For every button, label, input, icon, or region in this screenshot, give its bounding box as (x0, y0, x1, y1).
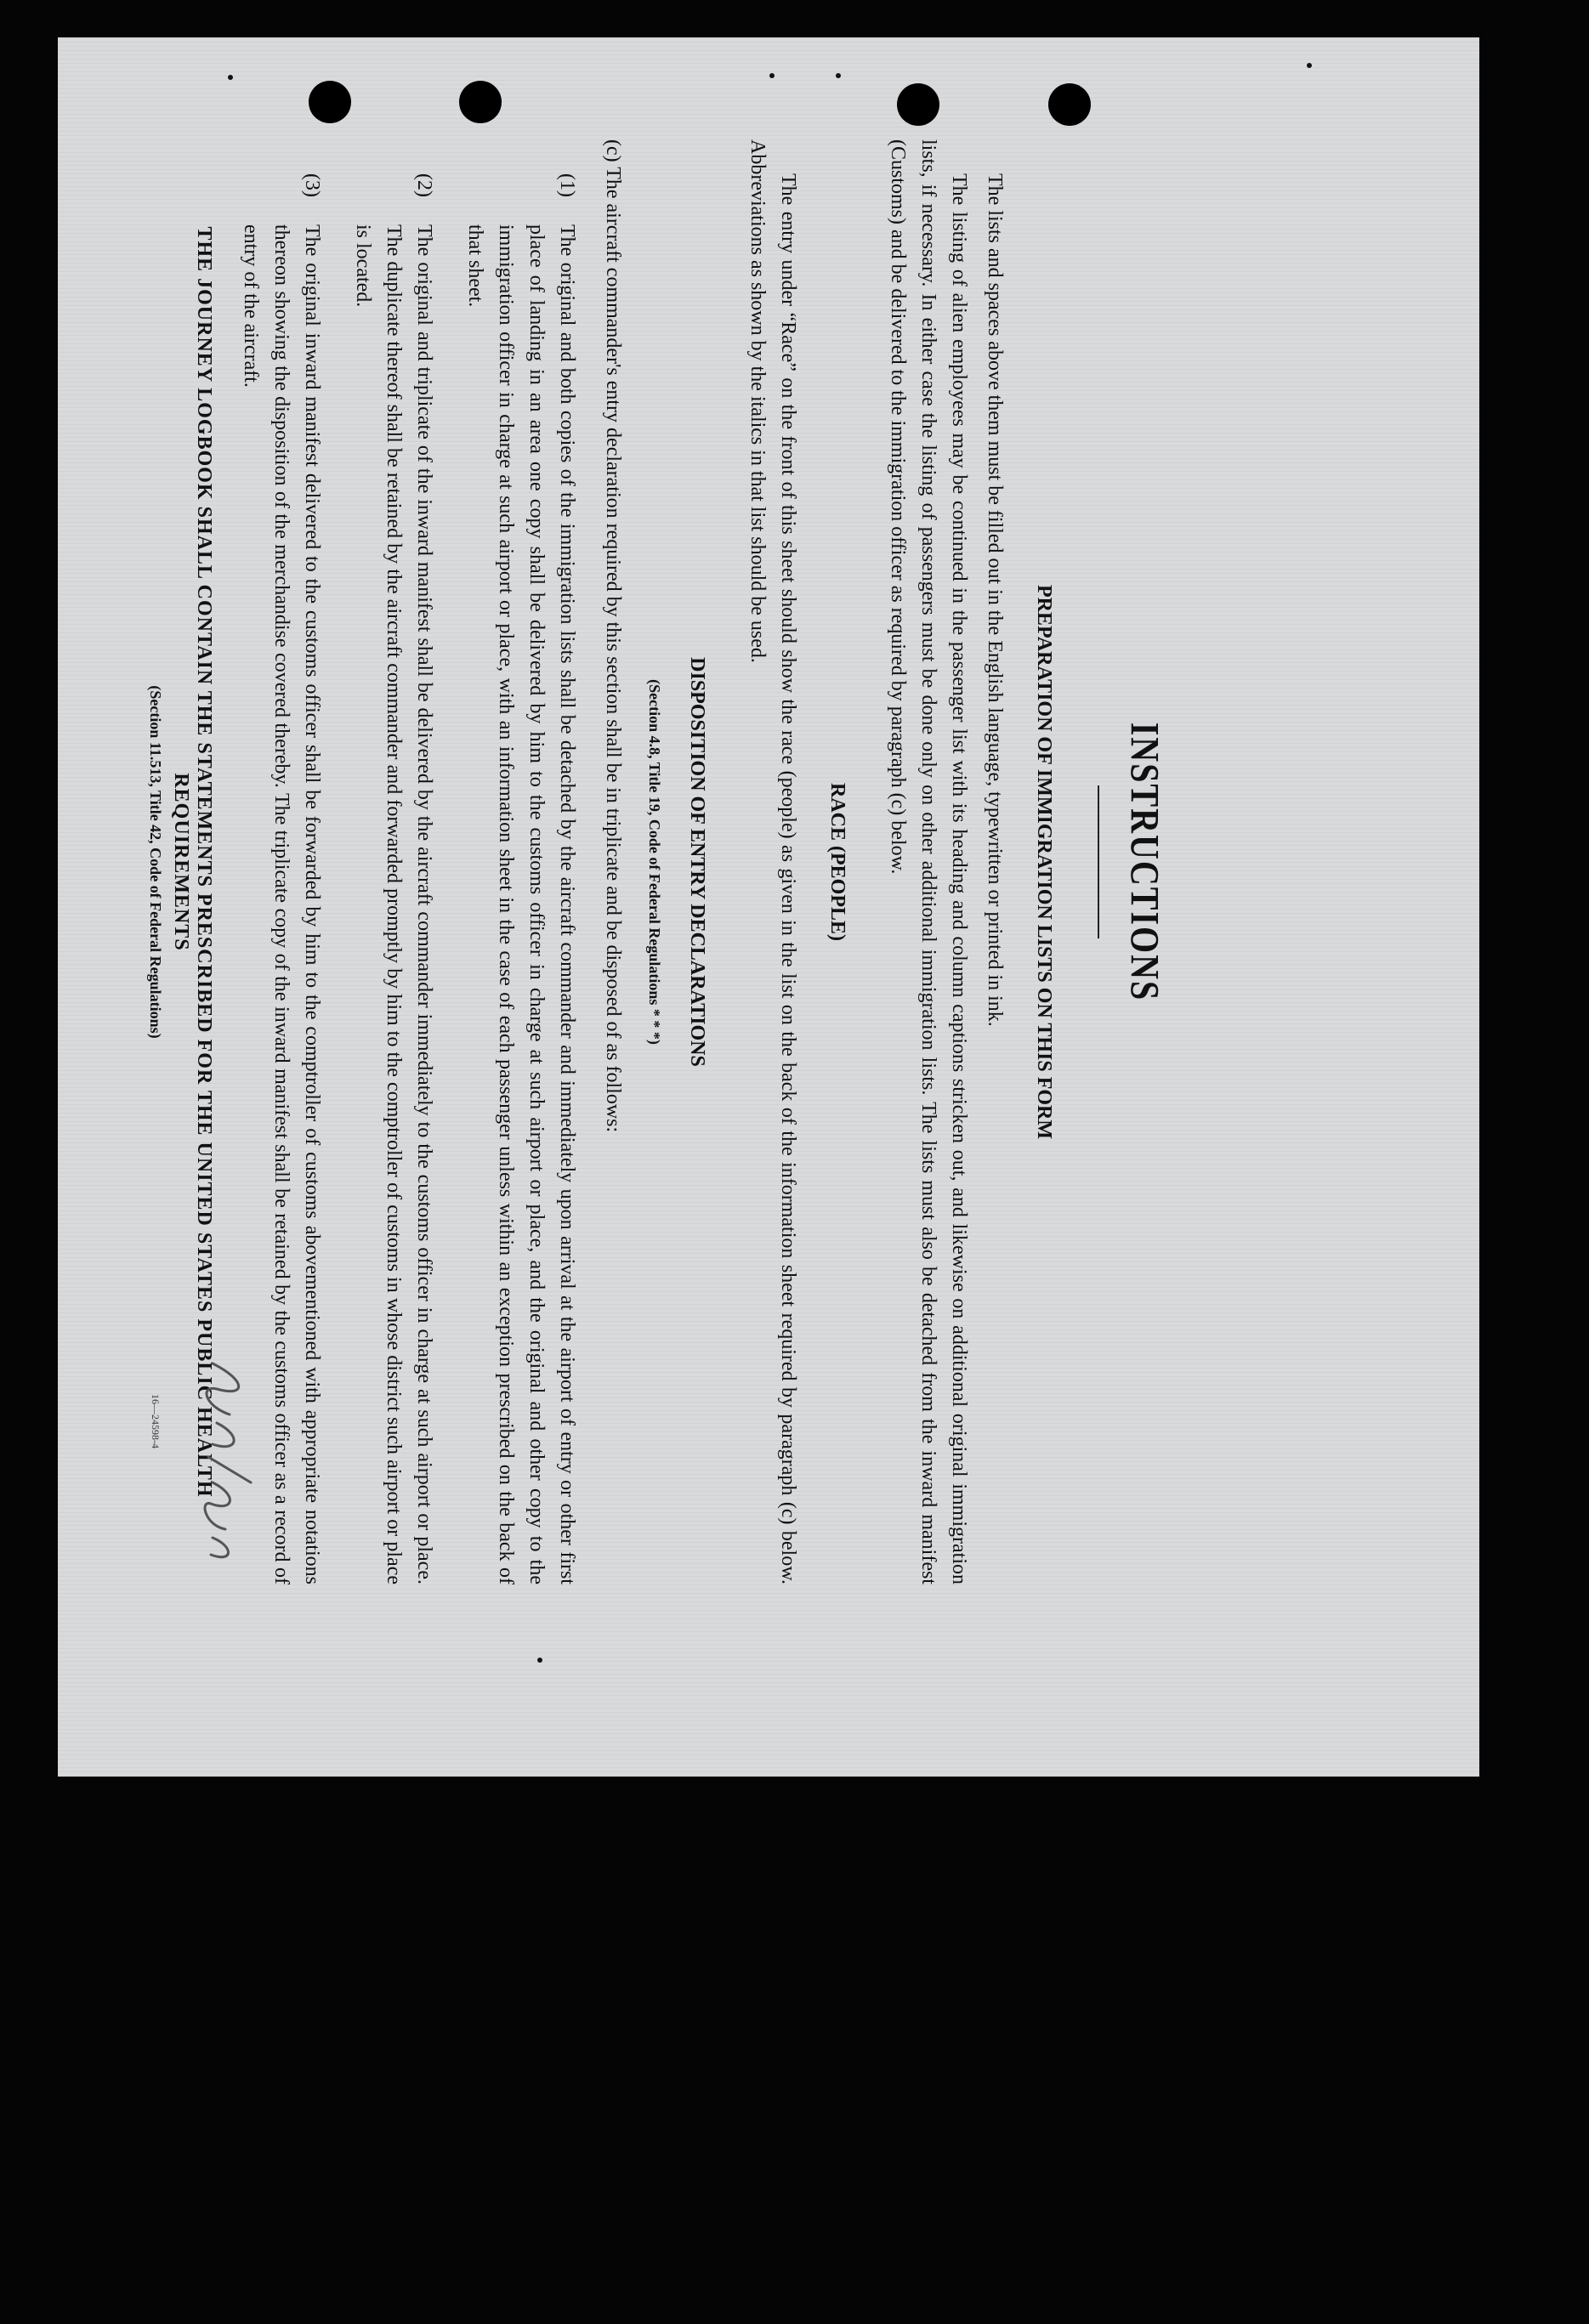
section-heading-disposition: DISPOSITION OF ENTRY DECLARATIONS (686, 657, 708, 1067)
list-item-number: (1) (556, 173, 578, 197)
torn-edge (1505, 978, 1589, 1573)
section-heading-race: RACE (PEOPLE) (826, 783, 848, 941)
title-rule (1098, 785, 1099, 938)
handwritten-note (187, 1355, 264, 1576)
list-item-text: The original inward manifest delivered to the customs officer shall be forwarded by him to the comptroller of customs abovementioned with appropriate notations thereon showing the disposition of the merchandise covered thereby. The triplicate copy of the inward manifest shall be retained by the customs officer as a record of entry of the aircraft. (240, 224, 323, 1584)
list-item (348, 173, 440, 1584)
list-item-text: The original and both copies of the immigration lists shall be detached by the aircraft commander and immediately upon arrival at the airport of entry or other first place of landing in an area one copy shall be delivered by him to the customs officer in charge at such airport or place, and the original and other copy to the immigration officer in charge at such airport or place, with an information sheet in the case of each passenger unless within an exception prescribed on the back of that sheet. (464, 224, 578, 1584)
list-item-text: The original and triplicate of the inward manifest shall be delivered by the aircraft commander immediately to the customs officer in charge at such airport or place. The duplicate thereof shall be retained by the aircraft commander and forwarded promptly by him to the comptroller of customs in whose district such airport or place is located. (352, 224, 435, 1584)
rotated-page (58, 37, 1479, 1777)
list-item-number: (3) (301, 173, 323, 197)
page-title: INSTRUCTIONS (1121, 722, 1168, 1002)
paragraph-disposition-intro: (c) The aircraft commander's entry declaration required by this section shall be in triplicate and be disposed of as follows: (602, 139, 624, 1133)
list-item (460, 173, 582, 1584)
section-heading-preparation: PREPARATION OF IMMIGRATION LISTS ON THIS FORM (1033, 584, 1055, 1140)
paragraph-preparation-2: The listing of alien employees may be continued in the passenger list with its heading and column captions stricken out, and likewise on additional original immigration lists, if necessary. In either case the listing of passengers must be done only on other additional immigration lists. The lists must also be detached from the inward manifest (Customs) and be delivered to the immigration officer as required by paragraph (c) below. (887, 139, 970, 1584)
paragraph-race: The entry under “Race” on the front of this sheet should show the race (people) as given in the list on the back of the information sheet required by paragraph (c) below. Abbreviations as shown by the italics in that list should be used. (746, 139, 799, 1584)
section-subheading-disposition: (Section 4.8, Title 19, Code of Federal Regulations * * *) (646, 679, 663, 1045)
instructions-content (147, 139, 1386, 1635)
form-number: 16—24598-4 (150, 1394, 162, 1448)
footer-statement: THE JOURNEY LOGBOOK SHALL CONTAIN THE STATEMENTS PRESCRIBED FOR THE UNITED STATES PUBLIC HEALTH REQUIREMENTS (170, 226, 215, 1498)
list-item-number: (2) (413, 173, 435, 197)
paragraph-preparation-1: The lists and spaces above them must be filled out in the English language, typewritten or printed in ink. (984, 173, 1006, 1027)
footer-citation: (Section 11.513, Title 42, Code of Federal Regulations) (147, 685, 164, 1039)
